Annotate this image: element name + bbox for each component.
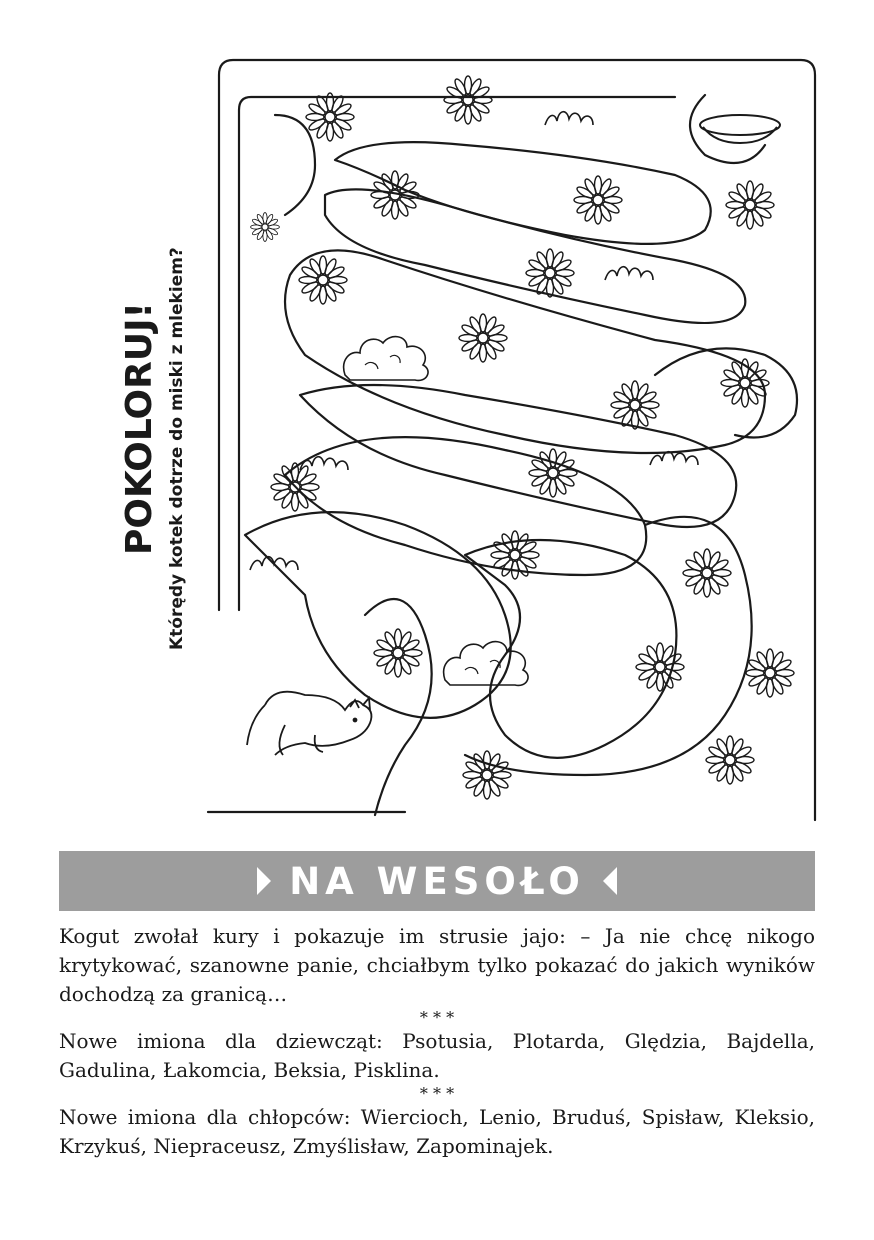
section-banner [59, 851, 815, 911]
joke-text: Nowe imiona dla dziewcząt: Psotusia, Plotarda, Ględzia, Bajdella, Gadulina, Łakomcia, Beksia, Pisklina. [59, 1029, 815, 1082]
grass-icon [250, 557, 298, 570]
flower-icon [574, 176, 622, 224]
flower-icon [636, 643, 684, 691]
arrow-left-icon [603, 867, 617, 895]
flower-icon [529, 449, 577, 497]
arrow-right-icon [257, 867, 271, 895]
joke-separator: * * * [419, 1008, 455, 1027]
maze-illustration [205, 55, 821, 825]
puzzle-subtitle: Którędy kotek dotrze do miski z mlekiem? [167, 247, 187, 650]
grass-icon [605, 267, 653, 280]
bush-icon [344, 337, 428, 381]
joke-separator: * * * [419, 1084, 455, 1103]
grass-icon [545, 112, 593, 125]
joke-text: Kogut zwołał kury i pokazuje im strusie jajo: – Ja nie chcę nikogo krytykować, szanowne panie, chciałbym tylko pokazać do jakich wyników dochodzą za granicą… [59, 924, 815, 1006]
flower-icon [251, 213, 280, 242]
joke-text: Nowe imiona dla chłopców: Wiercioch, Lenio, Bruduś, Spisław, Kleksio, Krzykuś, Niepraceusz, Zmyślisław, Zapominajek. [59, 1105, 815, 1158]
flower-icon [706, 736, 754, 784]
flower-icon [374, 629, 422, 677]
puzzle-heading [118, 230, 208, 650]
flower-icon [683, 549, 731, 597]
bush-icon [444, 642, 528, 686]
flower-icon [611, 381, 659, 429]
jokes-list [59, 922, 815, 1161]
flower-icon [299, 256, 347, 304]
flower-icon [726, 181, 774, 229]
flower-icon [306, 93, 354, 141]
milk-bowl-icon [700, 115, 780, 143]
flower-icon [746, 649, 794, 697]
section-title: NA WESOŁO [289, 859, 585, 903]
cat-icon [247, 692, 371, 755]
flower-icon [459, 314, 507, 362]
puzzle-title: POKOLORUJ! [119, 302, 160, 555]
flower-icon [444, 76, 492, 124]
